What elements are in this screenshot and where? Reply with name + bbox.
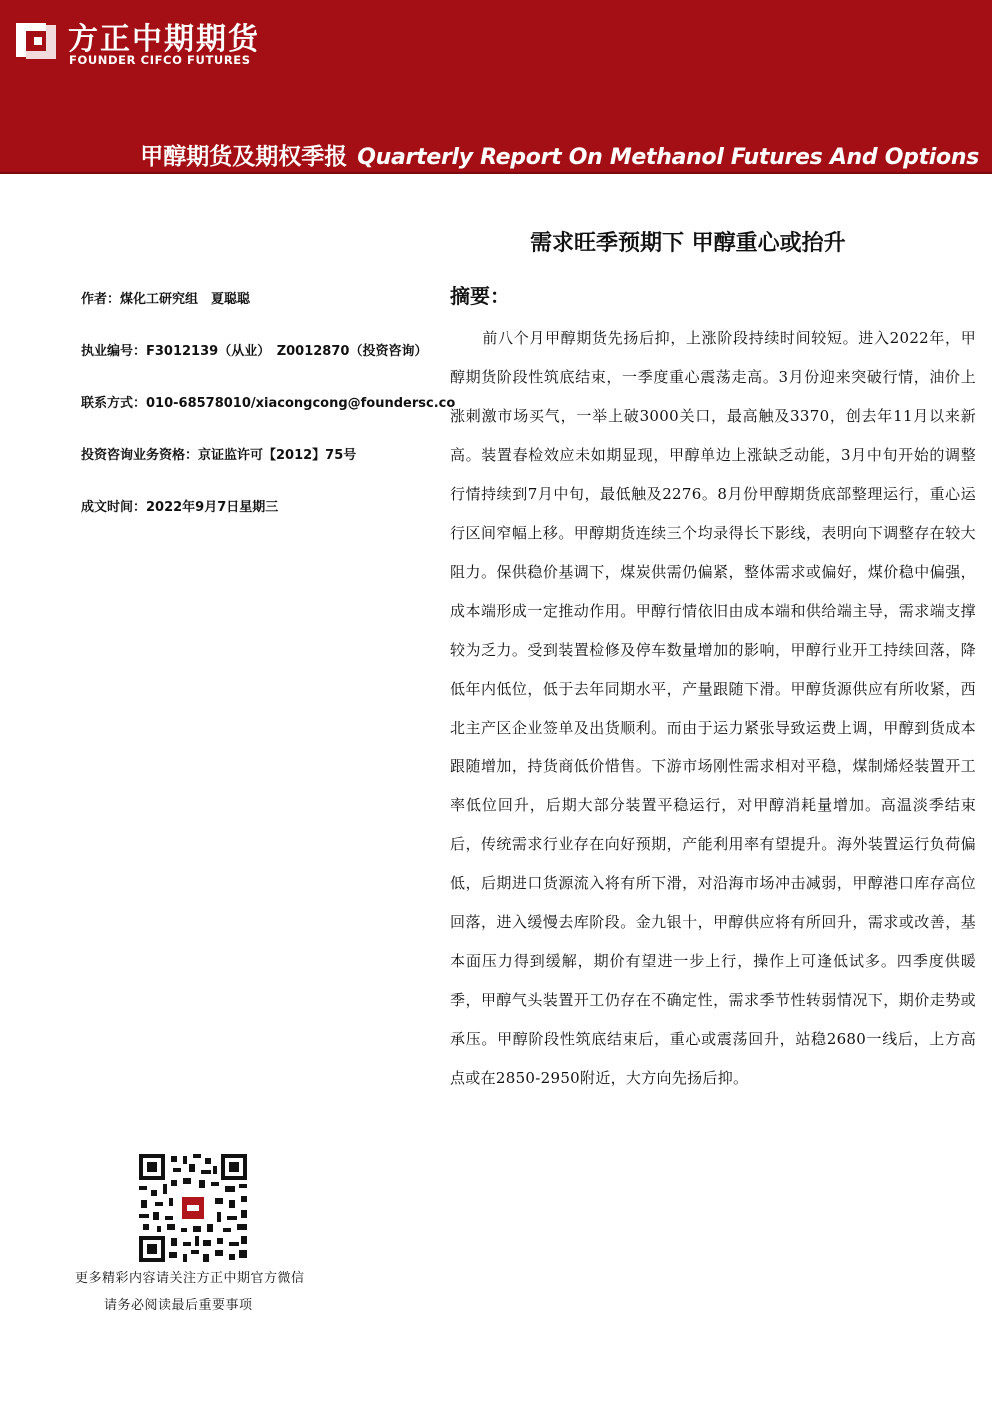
contact-line: 联系方式：010-68578010/xiacongcong@foundersc.co xyxy=(81,396,456,411)
disclaimer-note: 请务必阅读最后重要事项 xyxy=(104,1298,253,1313)
brand-name-en: FOUNDER CIFCO FUTURES xyxy=(69,53,251,67)
qr-caption: 更多精彩内容请关注方正中期官方微信 xyxy=(75,1271,305,1286)
qualification-line: 投资咨询业务资格：京证监许可【2012】75号 xyxy=(81,448,357,463)
date-line: 成文时间：2022年9月7日星期三 xyxy=(81,500,279,515)
abstract-body xyxy=(450,319,976,1098)
banner-divider xyxy=(0,172,992,174)
abstract-label: 摘要： xyxy=(450,284,510,308)
report-headline: 需求旺季预期下 甲醇重心或抬升 xyxy=(530,231,846,256)
license-line: 执业编号：F3012139（从业） Z0012870（投资咨询） xyxy=(81,344,428,359)
author-line: 作者：煤化工研究组 夏聪聪 xyxy=(81,292,251,307)
report-title xyxy=(140,138,979,171)
header-banner xyxy=(0,0,992,172)
brand-name-cn: 方正中期期货 xyxy=(68,22,260,57)
founder-logo-icon xyxy=(12,17,60,65)
report-title-en: Quarterly Report On Methanol Futures And Options xyxy=(357,145,979,170)
abstract-text: 前八个月甲醇期货先扬后抑，上涨阶段持续时间较短。进入2022年，甲醇期货阶段性筑底结束，一季度重心震荡走高。3月份迎来突破行情，油价上涨刺激市场买气，一举上破3000关口，最高触及3370，创去年11月以来新高。装置春检效应未如期显现，甲醇单边上涨缺乏动能，3月中旬开始的调整行情持续到7月中旬，最低触及2276。8月份甲醇期货底部整理运行，重心运行区间窄幅上移。甲醇期货连续三个均录得长下影线，表明向下调整存在较大阻力。保供稳价基调下，煤炭供需仍偏紧，整体需求或偏好，煤价稳中偏强，成本端形成一定推动作用。甲醇行情依旧由成本端和供给端主导，需求端支撑较为乏力。受到装置检修及停车数量增加的影响，甲醇行业开工持续回落，降低年内低位，低于去年同期水平，产量跟随下滑。甲醇货源供应有所收紧，西北主产区企业签单及出货顺利。而由于运力紧张导致运费上调，甲醇到货成本跟随增加，持货商低价惜售。下游市场刚性需求相对平稳，煤制烯烃装置开工率低位回升，后期大部分装置平稳运行，对甲醇消耗量增加。高温淡季结束后，传统需求行业存在向好预期，产能利用率有望提升。海外装置运行负荷偏低，后期进口货源流入将有所下滑，对沿海市场冲击减弱，甲醇港口库存高位回落，进入缓慢去库阶段。金九银十，甲醇供应将有所回升，需求或改善，基本面压力得到缓解，期价有望进一步上行，操作上可逢低试多。四季度供暖季，甲醇气头装置开工仍存在不确定性，需求季节性转弱情况下，期价走势或承压。甲醇阶段性筑底结束后，重心或震荡回升，站稳2680一线后，上方高点或在2850-2950附近，大方向先扬后抑。 xyxy=(450,329,976,1088)
report-title-cn: 甲醇期货及期权季报 xyxy=(140,144,348,170)
wechat-qr-code-icon xyxy=(137,1152,249,1264)
